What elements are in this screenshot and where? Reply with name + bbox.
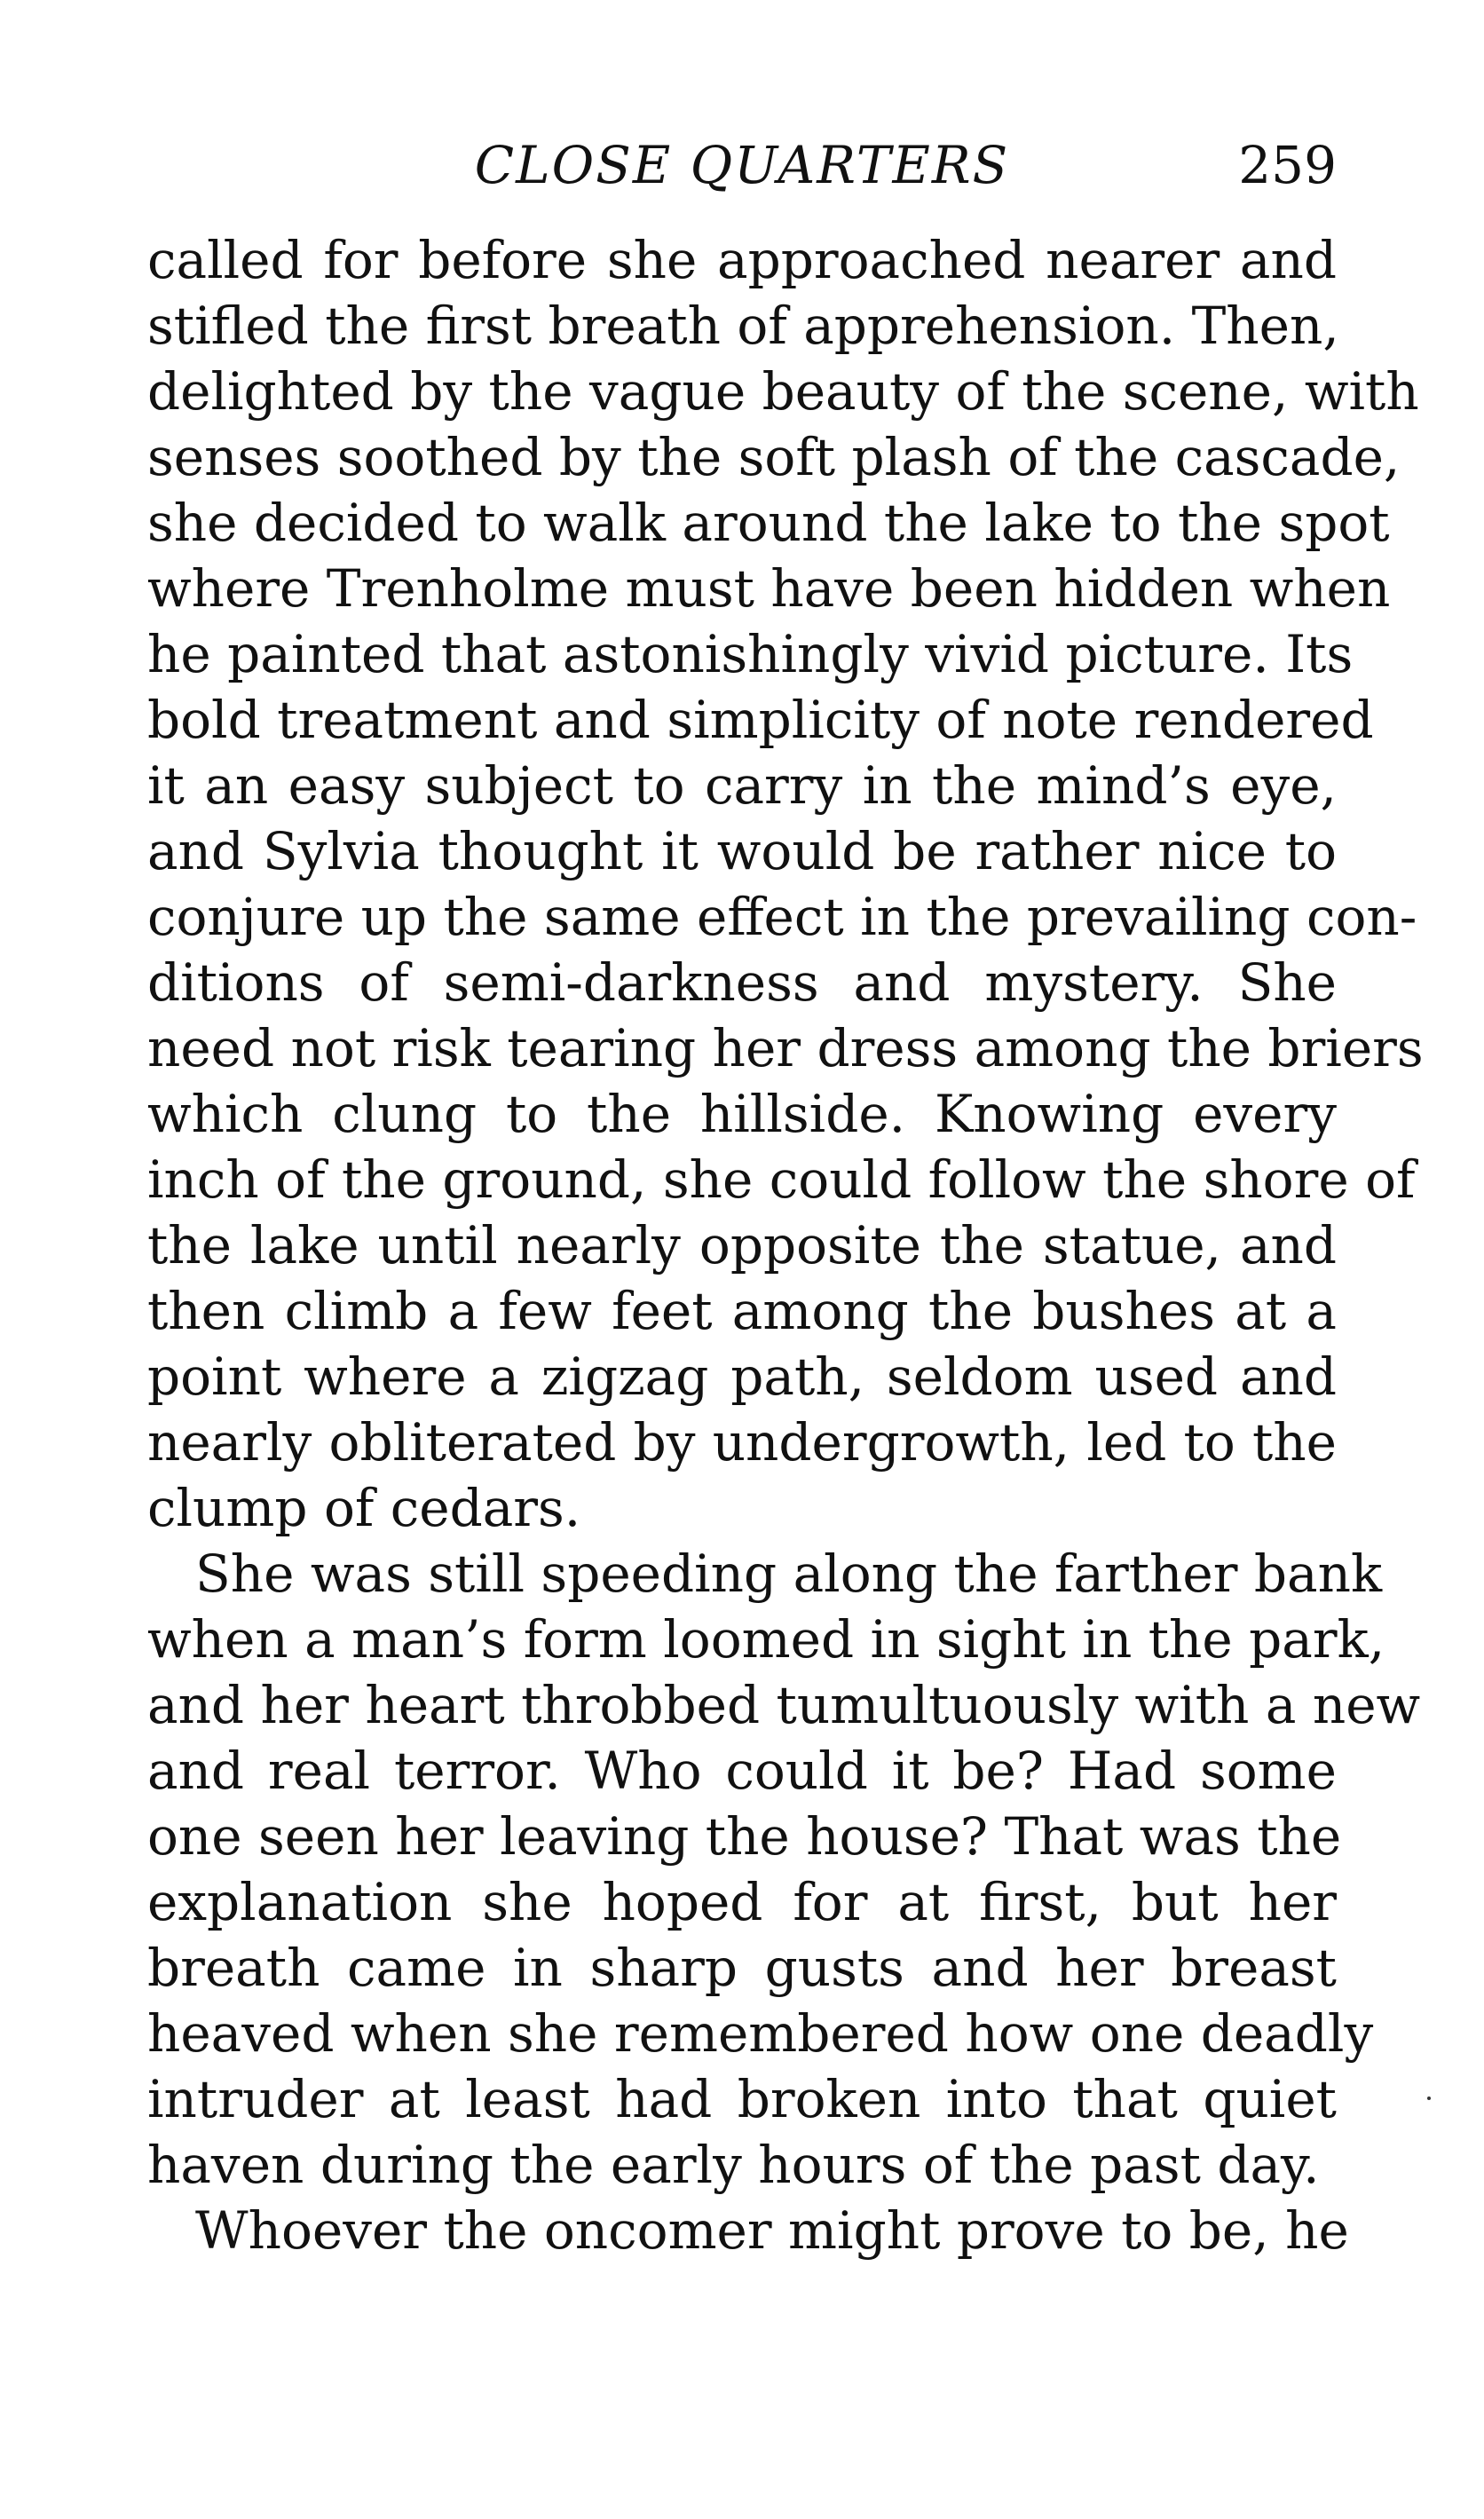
text-line: point where a zigzag path, seldom used and (147, 1346, 1337, 1407)
text-line: one seen her leaving the house? That was the (147, 1806, 1342, 1867)
running-head (147, 130, 1337, 201)
text-line: called for before she approached nearer and (147, 230, 1337, 290)
text-line: when a man’s form loomed in sight in the park, (147, 1609, 1385, 1670)
text-line: and real terror. Who could it be? Had some (147, 1741, 1337, 1801)
text-line: ditions of semi-darkness and mystery. She (147, 952, 1337, 1013)
text-line: and Sylvia thought it would be rather nice to (147, 821, 1337, 881)
page-number: 259 (1238, 135, 1337, 195)
text-line: stifled the first breath of apprehension. Then, (147, 296, 1339, 356)
text-line: clump of cedars. (147, 1478, 581, 1538)
text-line: explanation she hoped for at first, but her (147, 1872, 1337, 1932)
text-line: intruder at least had broken into that quiet (147, 2069, 1337, 2129)
text-body (147, 227, 1424, 2263)
text-line: nearly obliterated by undergrowth, led to the (147, 1412, 1337, 1473)
text-line: she decided to walk around the lake to the spot (147, 493, 1390, 553)
running-title: CLOSE QUARTERS (474, 135, 1010, 195)
text-line: haven during the early hours of the past day. (147, 2135, 1320, 2195)
text-line: delighted by the vague beauty of the scene, with (147, 361, 1419, 422)
text-line: senses soothed by the soft plash of the cascade, (147, 427, 1401, 487)
text-line: heaved when she remembered how one deadly (147, 2003, 1374, 2064)
text-line: bold treatment and simplicity of note rendered (147, 690, 1374, 750)
text-line: he painted that astonishingly vivid picture. Its (147, 624, 1354, 684)
paragraph-first-line: She was still speeding along the farther bank (195, 1544, 1383, 1604)
text-line: the lake until nearly opposite the statue, and (147, 1215, 1337, 1275)
text-line: then climb a few feet among the bushes at a (147, 1281, 1337, 1341)
text-line: breath came in sharp gusts and her breast (147, 1938, 1337, 1998)
text-line: need not risk tearing her dress among the briers (147, 1018, 1424, 1078)
text-line: which clung to the hillside. Knowing every (147, 1084, 1337, 1144)
paragraph-first-line: Whoever the oncomer might prove to be, he (195, 2200, 1349, 2261)
text-line: and her heart throbbed tumultuously with a new (147, 1675, 1421, 1735)
text-line: inch of the ground, she could follow the shore of (147, 1149, 1416, 1210)
text-line: conjure up the same effect in the prevailing con- (147, 887, 1417, 947)
text-line: it an easy subject to carry in the mind’s eye, (147, 755, 1337, 816)
margin-speck (1427, 2097, 1431, 2100)
text-line: where Trenholme must have been hidden when (147, 558, 1391, 619)
